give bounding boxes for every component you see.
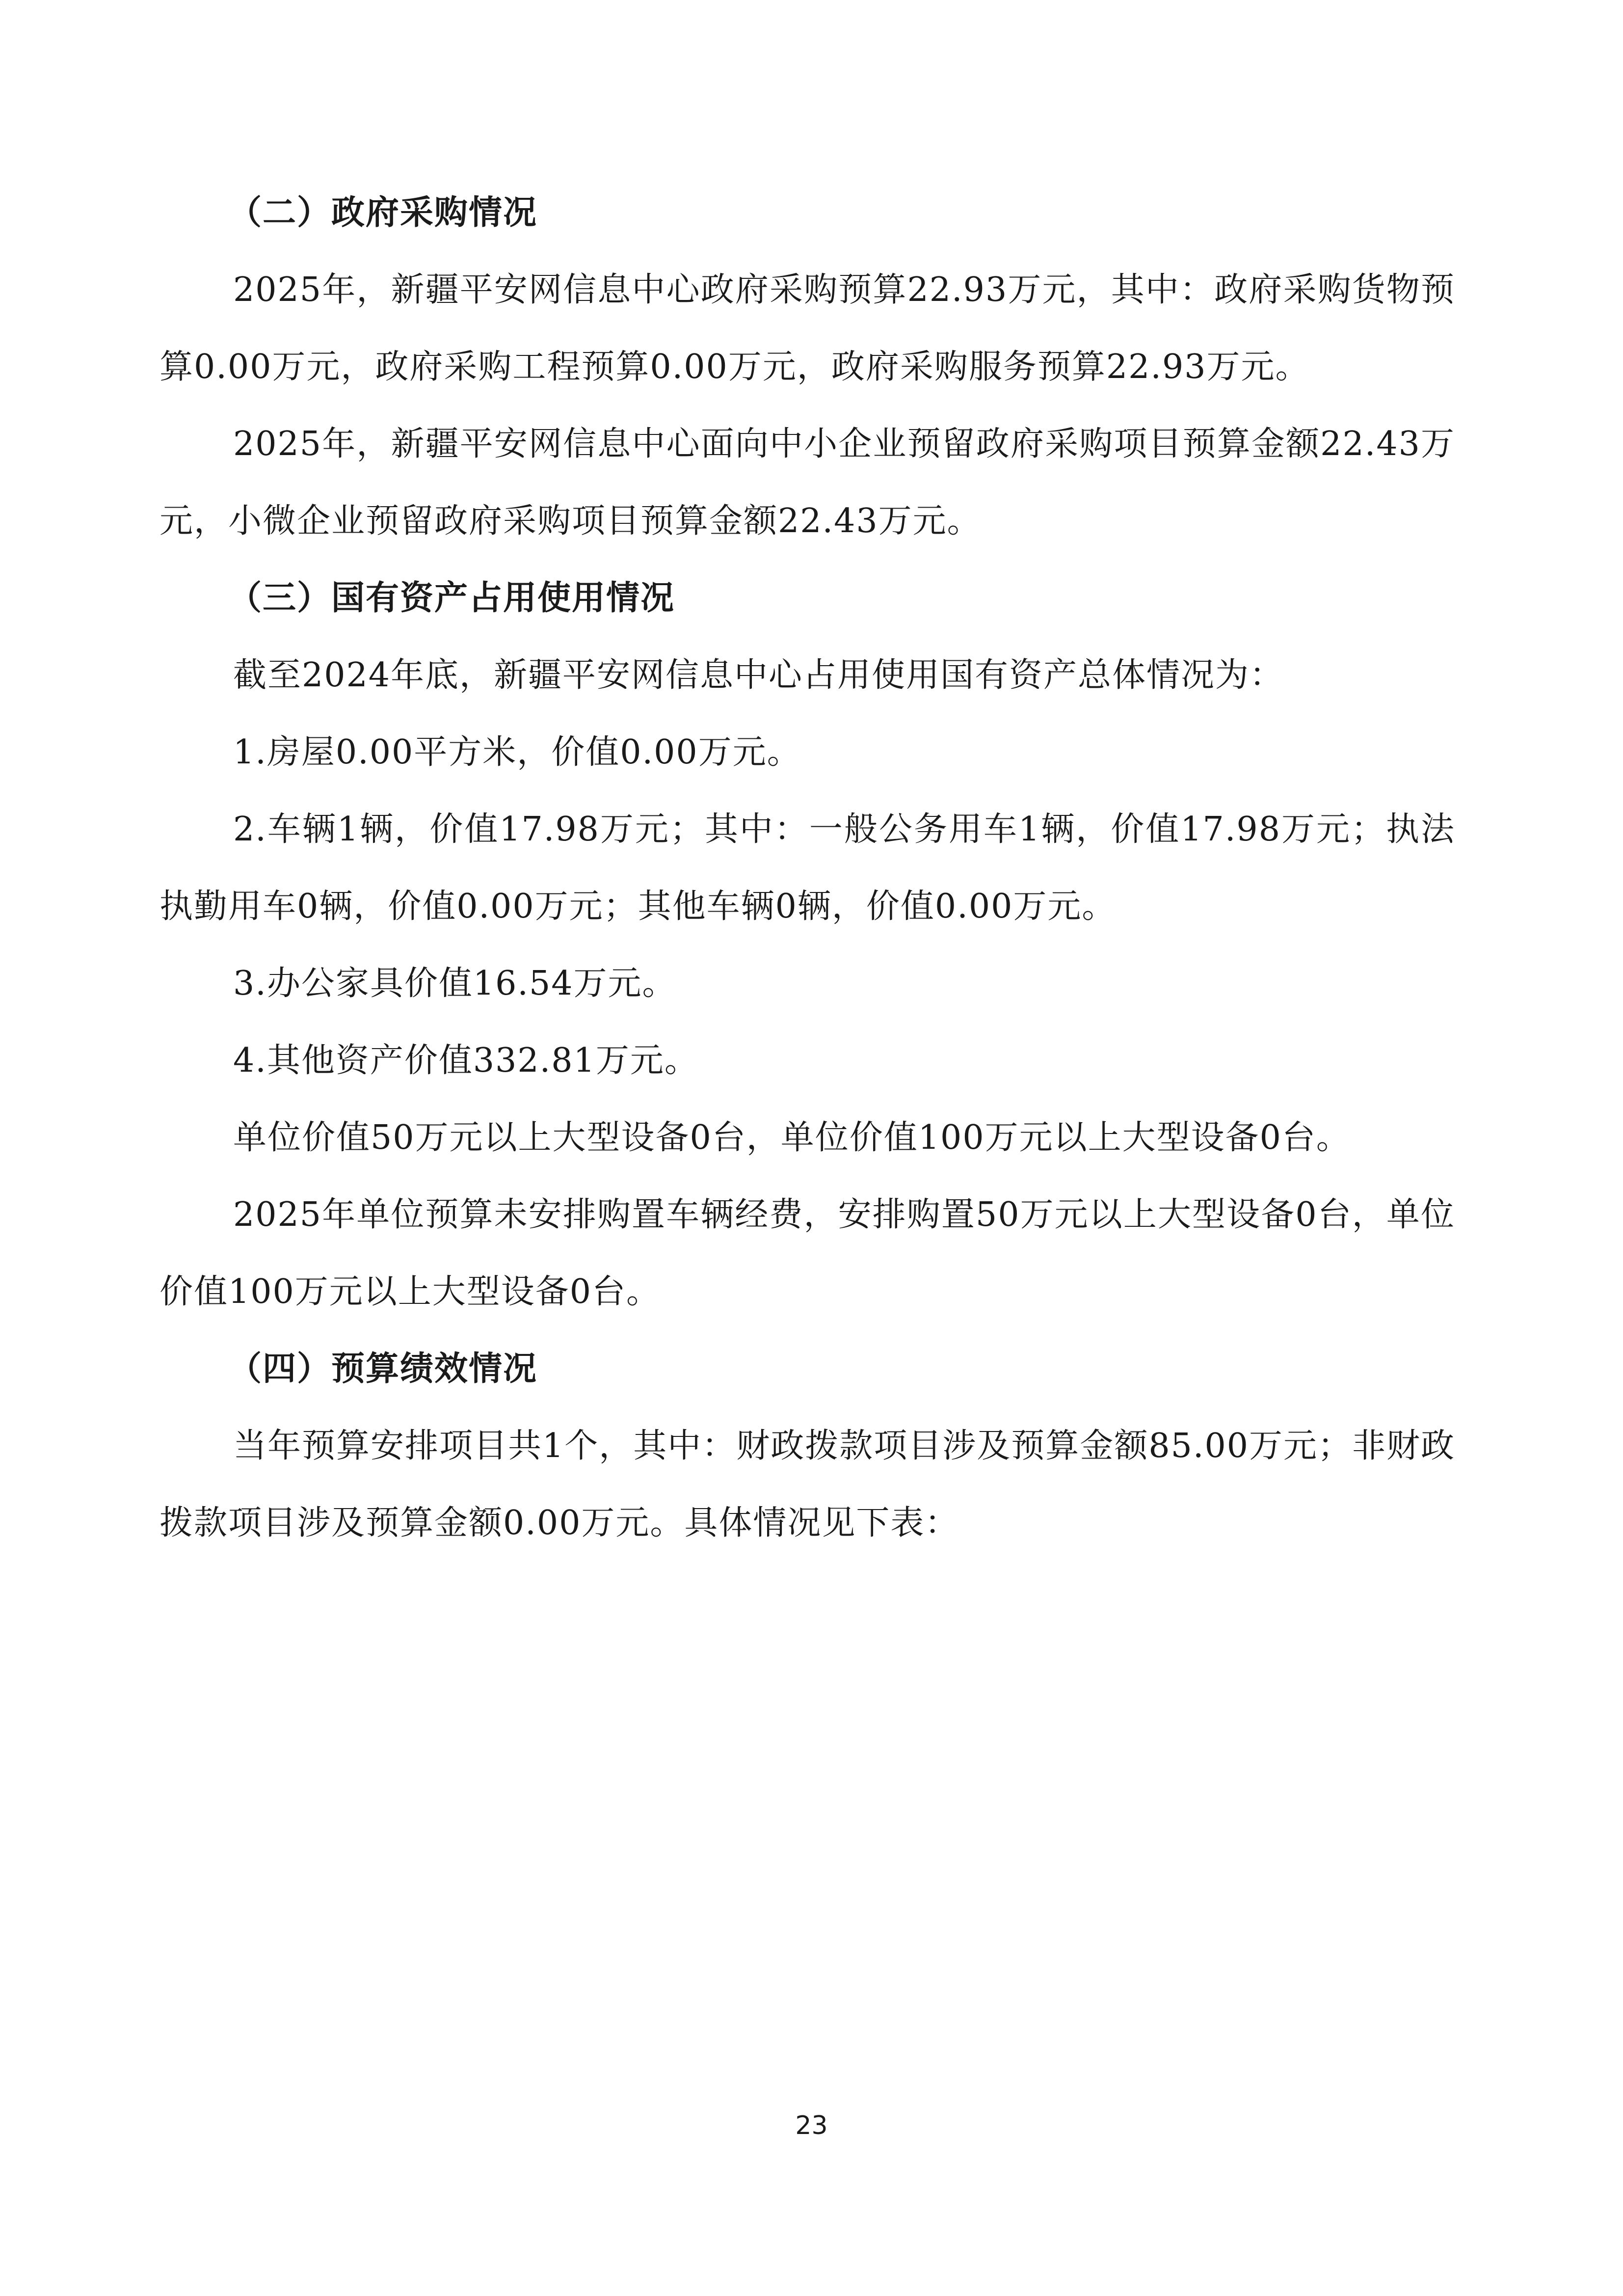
section-heading-state-assets: （三）国有资产占用使用情况 bbox=[228, 579, 675, 618]
paragraph-large-equipment: 单位价值50万元以上大型设备0台，单位价值100万元以上大型设备0台。 bbox=[233, 1118, 1351, 1157]
document-body bbox=[160, 174, 1455, 1562]
paragraph-assets-furniture: 3.办公家具价值16.54万元。 bbox=[233, 964, 677, 1003]
paragraph-assets-vehicles: 2.车辆1辆，价值17.98万元；其中：一般公务用车1辆，价值17.98万元；执法执勤用车0辆，价值0.00万元；其他车辆0辆，价值0.00万元。 bbox=[160, 810, 1455, 926]
paragraph-sme-reserved-budget: 2025年，新疆平安网信息中心面向中小企业预留政府采购项目预算金额22.43万元，小微企业预留政府采购项目预算金额22.43万元。 bbox=[160, 425, 1455, 540]
section-heading-government-procurement: （二）政府采购情况 bbox=[228, 193, 538, 232]
paragraph-assets-intro: 截至2024年底，新疆平安网信息中心占用使用国有资产总体情况为： bbox=[233, 656, 1284, 695]
paragraph-assets-buildings: 1.房屋0.00平方米，价值0.00万元。 bbox=[233, 733, 801, 772]
paragraph-procurement-budget: 2025年，新疆平安网信息中心政府采购预算22.93万元，其中：政府采购货物预算0.00万元，政府采购工程预算0.00万元，政府采购服务预算22.93万元。 bbox=[160, 270, 1455, 386]
page-number: 23 bbox=[795, 2111, 828, 2140]
section-heading-performance: （四）预算绩效情况 bbox=[228, 1350, 538, 1388]
paragraph-project-budget: 当年预算安排项目共1个，其中：财政拨款项目涉及预算金额85.00万元；非财政拨款项目涉及预算金额0.00万元。具体情况见下表： bbox=[160, 1427, 1455, 1542]
paragraph-assets-other: 4.其他资产价值332.81万元。 bbox=[233, 1041, 699, 1080]
paragraph-2025-purchase-plan: 2025年单位预算未安排购置车辆经费，安排购置50万元以上大型设备0台，单位价值100万元以上大型设备0台。 bbox=[160, 1195, 1455, 1311]
